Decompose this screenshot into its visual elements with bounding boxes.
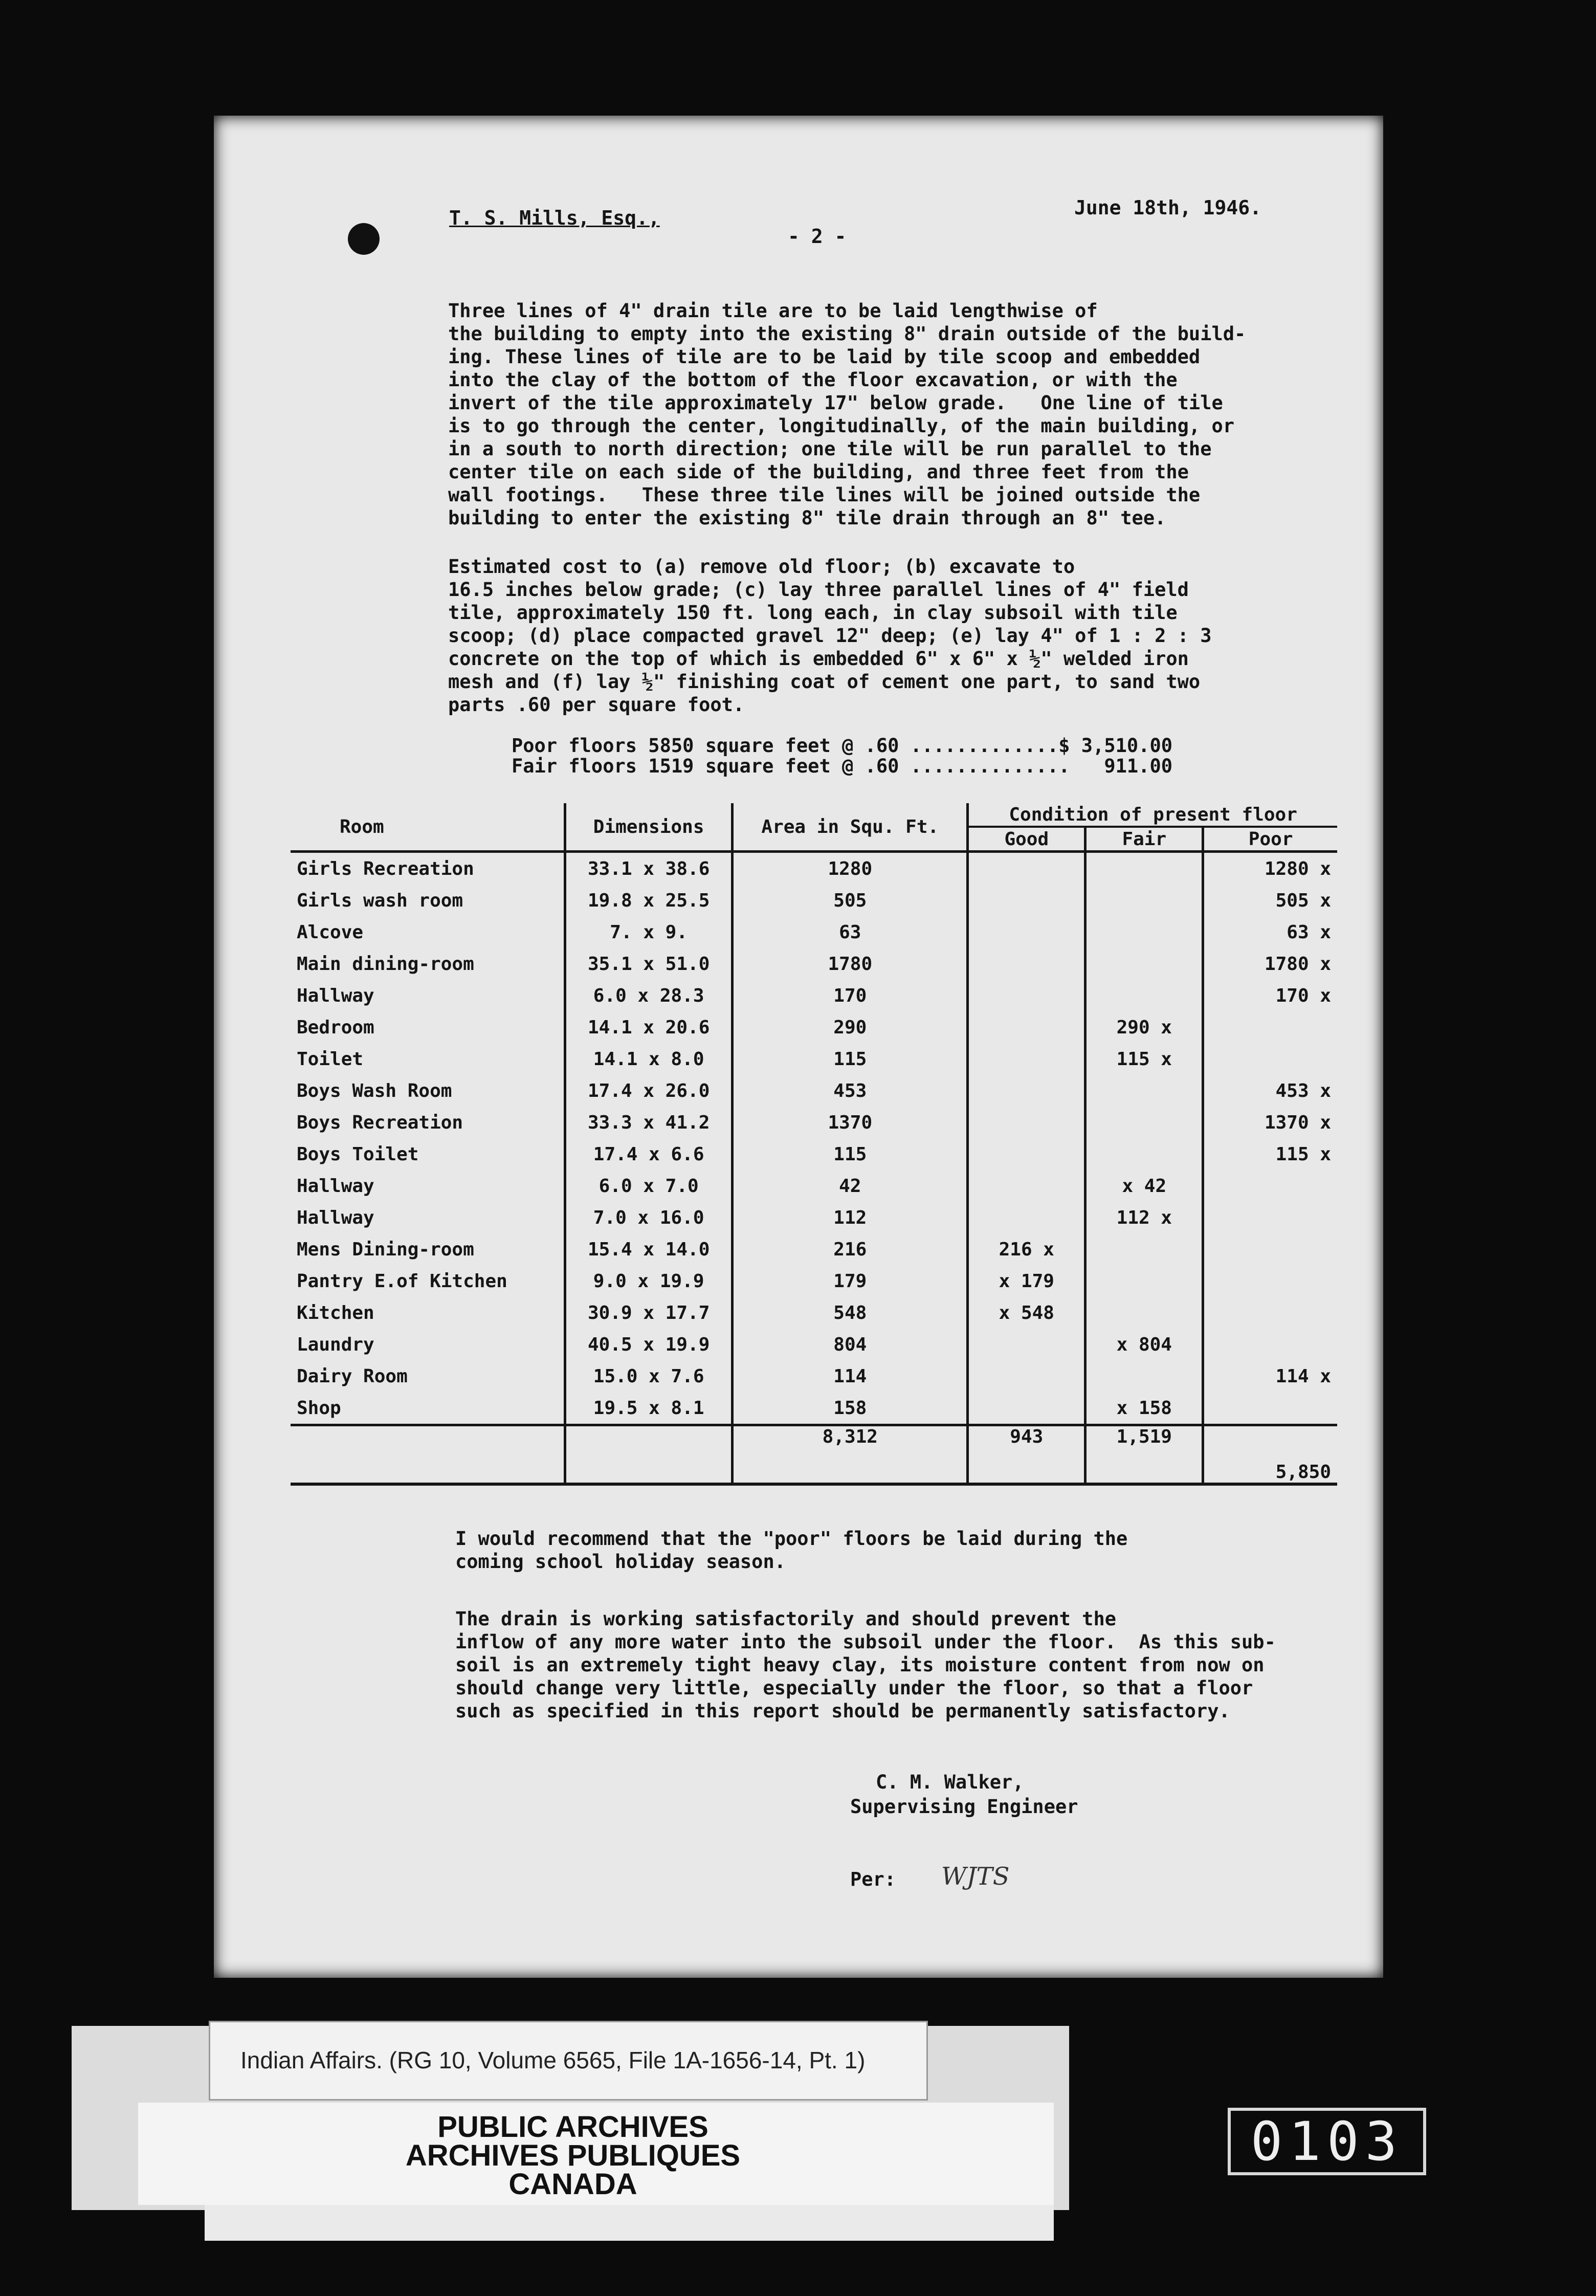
punch-hole [348,223,380,255]
table-row [291,1202,1337,1233]
fair-area [1085,916,1203,948]
room-name: Pantry E.of Kitchen [297,1270,507,1292]
poor-area [1203,1233,1337,1265]
archive-strip [205,2205,1054,2241]
table-row [291,916,1337,948]
room-dimensions: 15.4 x 14.0 [565,1233,733,1265]
room-dimensions: 40.5 x 19.9 [565,1329,733,1360]
fair-area [1085,948,1203,980]
addressee: T. S. Mills, Esq., [449,207,660,229]
table-row [291,1107,1337,1138]
room-name: Toilet [297,1048,364,1070]
header-dimensions: Dimensions [565,803,733,852]
fair-area [1085,1233,1203,1265]
table-row [291,885,1337,916]
room-area: 1280 [733,852,968,885]
poor-area [1203,1297,1337,1329]
poor-area [1203,1202,1337,1233]
poor-area: 115 x [1203,1138,1337,1170]
room-dimensions: 14.1 x 20.6 [565,1011,733,1043]
fair-area [1085,1107,1203,1138]
room-dimensions: 33.3 x 41.2 [565,1107,733,1138]
room-name: Mens Dining-room [297,1239,474,1260]
good-area [968,1360,1085,1392]
good-area [968,1011,1085,1043]
poor-area: 1780 x [1203,948,1337,980]
room-dimensions: 6.0 x 28.3 [565,980,733,1011]
paragraph-drain-tile: Three lines of 4" drain tile are to be laid lengthwise of the building to empty into the existing 8" drain outside of the build- ing. These lines of tile are to be laid by tile scoop and embedded into the clay of the bottom of the floor excavation, or with the invert of the tile approximately 17" below grade. One line of tile is to go through the center, longitudinally, of the main building, or in a south to north direction; one tile will be run parallel to the center tile on each side of the building, and three feet from the wall footings. These three tile lines will be joined outside the building to enter the existing 8" tile drain through an 8" tee. [448,300,1246,529]
good-area [968,1043,1085,1075]
room-name: Shop [297,1397,341,1419]
good-area [968,1202,1085,1233]
totals-row [291,1425,1337,1485]
handwritten-initials: WJTS [941,1862,1010,1891]
room-area: 548 [733,1297,968,1329]
table-row [291,1265,1337,1297]
total-poor: 5,850 [1203,1425,1337,1485]
table-row [291,1170,1337,1202]
room-dimensions: 14.1 x 8.0 [565,1043,733,1075]
frame-number: 0103 [1228,2108,1426,2175]
table-row [291,1075,1337,1107]
table-row [291,1138,1337,1170]
room-area: 804 [733,1329,968,1360]
room-name: Girls wash room [297,890,463,911]
good-area: x 548 [968,1297,1085,1329]
good-area [968,980,1085,1011]
poor-area: 114 x [1203,1360,1337,1392]
good-area [968,1329,1085,1360]
room-area: 112 [733,1202,968,1233]
fair-area [1085,1297,1203,1329]
room-area: 216 [733,1233,968,1265]
poor-area [1203,1392,1337,1425]
room-area: 453 [733,1075,968,1107]
good-area [968,1138,1085,1170]
fair-area [1085,1360,1203,1392]
room-area: 1780 [733,948,968,980]
table-row [291,1329,1337,1360]
fair-area: 112 x [1085,1202,1203,1233]
poor-area: 170 x [1203,980,1337,1011]
header-room: Room [291,803,565,852]
per-label: Per: [850,1868,896,1890]
fair-area [1085,1075,1203,1107]
fair-area [1085,1138,1203,1170]
poor-area: 1280 x [1203,852,1337,885]
room-name: Dairy Room [297,1365,408,1387]
poor-area [1203,1011,1337,1043]
good-area [968,1170,1085,1202]
poor-area: 1370 x [1203,1107,1337,1138]
room-floor-table [291,803,1337,1486]
table-row [291,1392,1337,1425]
cost-poor-floors: Poor floors 5850 square feet @ .60 .............$ 3,510.00 [512,735,1173,757]
room-area: 179 [733,1265,968,1297]
room-name: Girls Recreation [297,858,474,879]
poor-area [1203,1265,1337,1297]
table-row [291,1233,1337,1265]
room-dimensions: 6.0 x 7.0 [565,1170,733,1202]
table-row [291,1360,1337,1392]
poor-area: 453 x [1203,1075,1337,1107]
room-area: 63 [733,916,968,948]
good-area [968,916,1085,948]
total-area: 8,312 [733,1425,968,1485]
room-name: Hallway [297,1175,374,1197]
total-good: 943 [968,1425,1085,1485]
stamp-line-1: PUBLIC ARCHIVES [437,2110,708,2144]
table-row [291,1011,1337,1043]
good-area [968,852,1085,885]
header-poor: Poor [1203,827,1337,852]
archive-reference: Indian Affairs. (RG 10, Volume 6565, File 1A-1656-14, Pt. 1) [240,2047,866,2073]
good-area: 216 x [968,1233,1085,1265]
room-area: 170 [733,980,968,1011]
good-area: x 179 [968,1265,1085,1297]
poor-area [1203,1329,1337,1360]
room-dimensions: 15.0 x 7.6 [565,1360,733,1392]
room-dimensions: 7. x 9. [565,916,733,948]
room-dimensions: 30.9 x 17.7 [565,1297,733,1329]
signatory-name: C. M. Walker, [876,1771,1024,1793]
poor-area [1203,1170,1337,1202]
letter-date: June 18th, 1946. [1074,196,1262,219]
page-number-marker: - 2 - [788,225,847,248]
fair-area [1085,980,1203,1011]
header-good: Good [968,827,1085,852]
good-area [968,948,1085,980]
paragraph-estimated-cost: Estimated cost to (a) remove old floor; (b) excavate to 16.5 inches below grade; (c) lay three parallel lines of 4" field tile, approximately 150 ft. long each, in clay subsoil with tile scoop; (d) place compacted gravel 12" deep; (e) lay 4" of 1 : 2 : 3 concrete on the top of which is embedded 6" x 6" x ½" welded iron mesh and (f) lay ½" finishing coat of cement one part, to sand two parts .60 per square foot. [448,556,1212,716]
room-name: Alcove [297,921,364,943]
room-area: 114 [733,1360,968,1392]
table-row [291,1043,1337,1075]
table-row [291,852,1337,885]
table-row [291,948,1337,980]
room-name: Hallway [297,985,374,1006]
header-area: Area in Squ. Ft. [733,803,968,852]
room-name: Main dining-room [297,953,474,975]
paragraph-drain-working: The drain is working satisfactorily and should prevent the inflow of any more water into the subsoil under the floor. As this sub- soil is an extremely tight heavy clay, its moisture content from now on should change very little, especially under the floor, so that a floor such as specified in this report should be permanently satisfactory. [455,1608,1276,1722]
table-row [291,980,1337,1011]
total-fair: 1,519 [1085,1425,1203,1485]
room-area: 115 [733,1138,968,1170]
good-area [968,1392,1085,1425]
signatory-title: Supervising Engineer [850,1796,1078,1818]
room-name: Kitchen [297,1302,374,1323]
fair-area: 115 x [1085,1043,1203,1075]
fair-area: x 804 [1085,1329,1203,1360]
room-dimensions: 19.8 x 25.5 [565,885,733,916]
room-name: Laundry [297,1334,374,1355]
fair-area: 290 x [1085,1011,1203,1043]
room-area: 505 [733,885,968,916]
room-dimensions: 17.4 x 26.0 [565,1075,733,1107]
table-row [291,1297,1337,1329]
poor-area [1203,1043,1337,1075]
poor-area: 63 x [1203,916,1337,948]
room-area: 290 [733,1011,968,1043]
room-dimensions: 9.0 x 19.9 [565,1265,733,1297]
good-area [968,885,1085,916]
header-fair: Fair [1085,827,1203,852]
room-area: 42 [733,1170,968,1202]
header-condition: Condition of present floor [968,803,1337,827]
room-name: Boys Toilet [297,1143,419,1165]
room-area: 158 [733,1392,968,1425]
good-area [968,1075,1085,1107]
fair-area [1085,852,1203,885]
room-name: Bedroom [297,1017,374,1038]
poor-area: 505 x [1203,885,1337,916]
room-area: 1370 [733,1107,968,1138]
fair-area: x 158 [1085,1392,1203,1425]
room-name: Hallway [297,1207,374,1228]
room-dimensions: 35.1 x 51.0 [565,948,733,980]
room-area: 115 [733,1043,968,1075]
fair-area: x 42 [1085,1170,1203,1202]
room-name: Boys Wash Room [297,1080,452,1101]
stamp-line-3: CANADA [508,2168,637,2201]
fair-area [1085,1265,1203,1297]
room-name: Boys Recreation [297,1112,463,1133]
good-area [968,1107,1085,1138]
room-dimensions: 7.0 x 16.0 [565,1202,733,1233]
room-dimensions: 17.4 x 6.6 [565,1138,733,1170]
stamp-line-2: ARCHIVES PUBLIQUES [405,2139,741,2172]
room-dimensions: 19.5 x 8.1 [565,1392,733,1425]
room-dimensions: 33.1 x 38.6 [565,852,733,885]
paragraph-recommendation: I would recommend that the "poor" floors be laid during the coming school holiday season. [455,1528,1128,1573]
cost-fair-floors: Fair floors 1519 square feet @ .60 .............. 911.00 [512,755,1173,777]
fair-area [1085,885,1203,916]
